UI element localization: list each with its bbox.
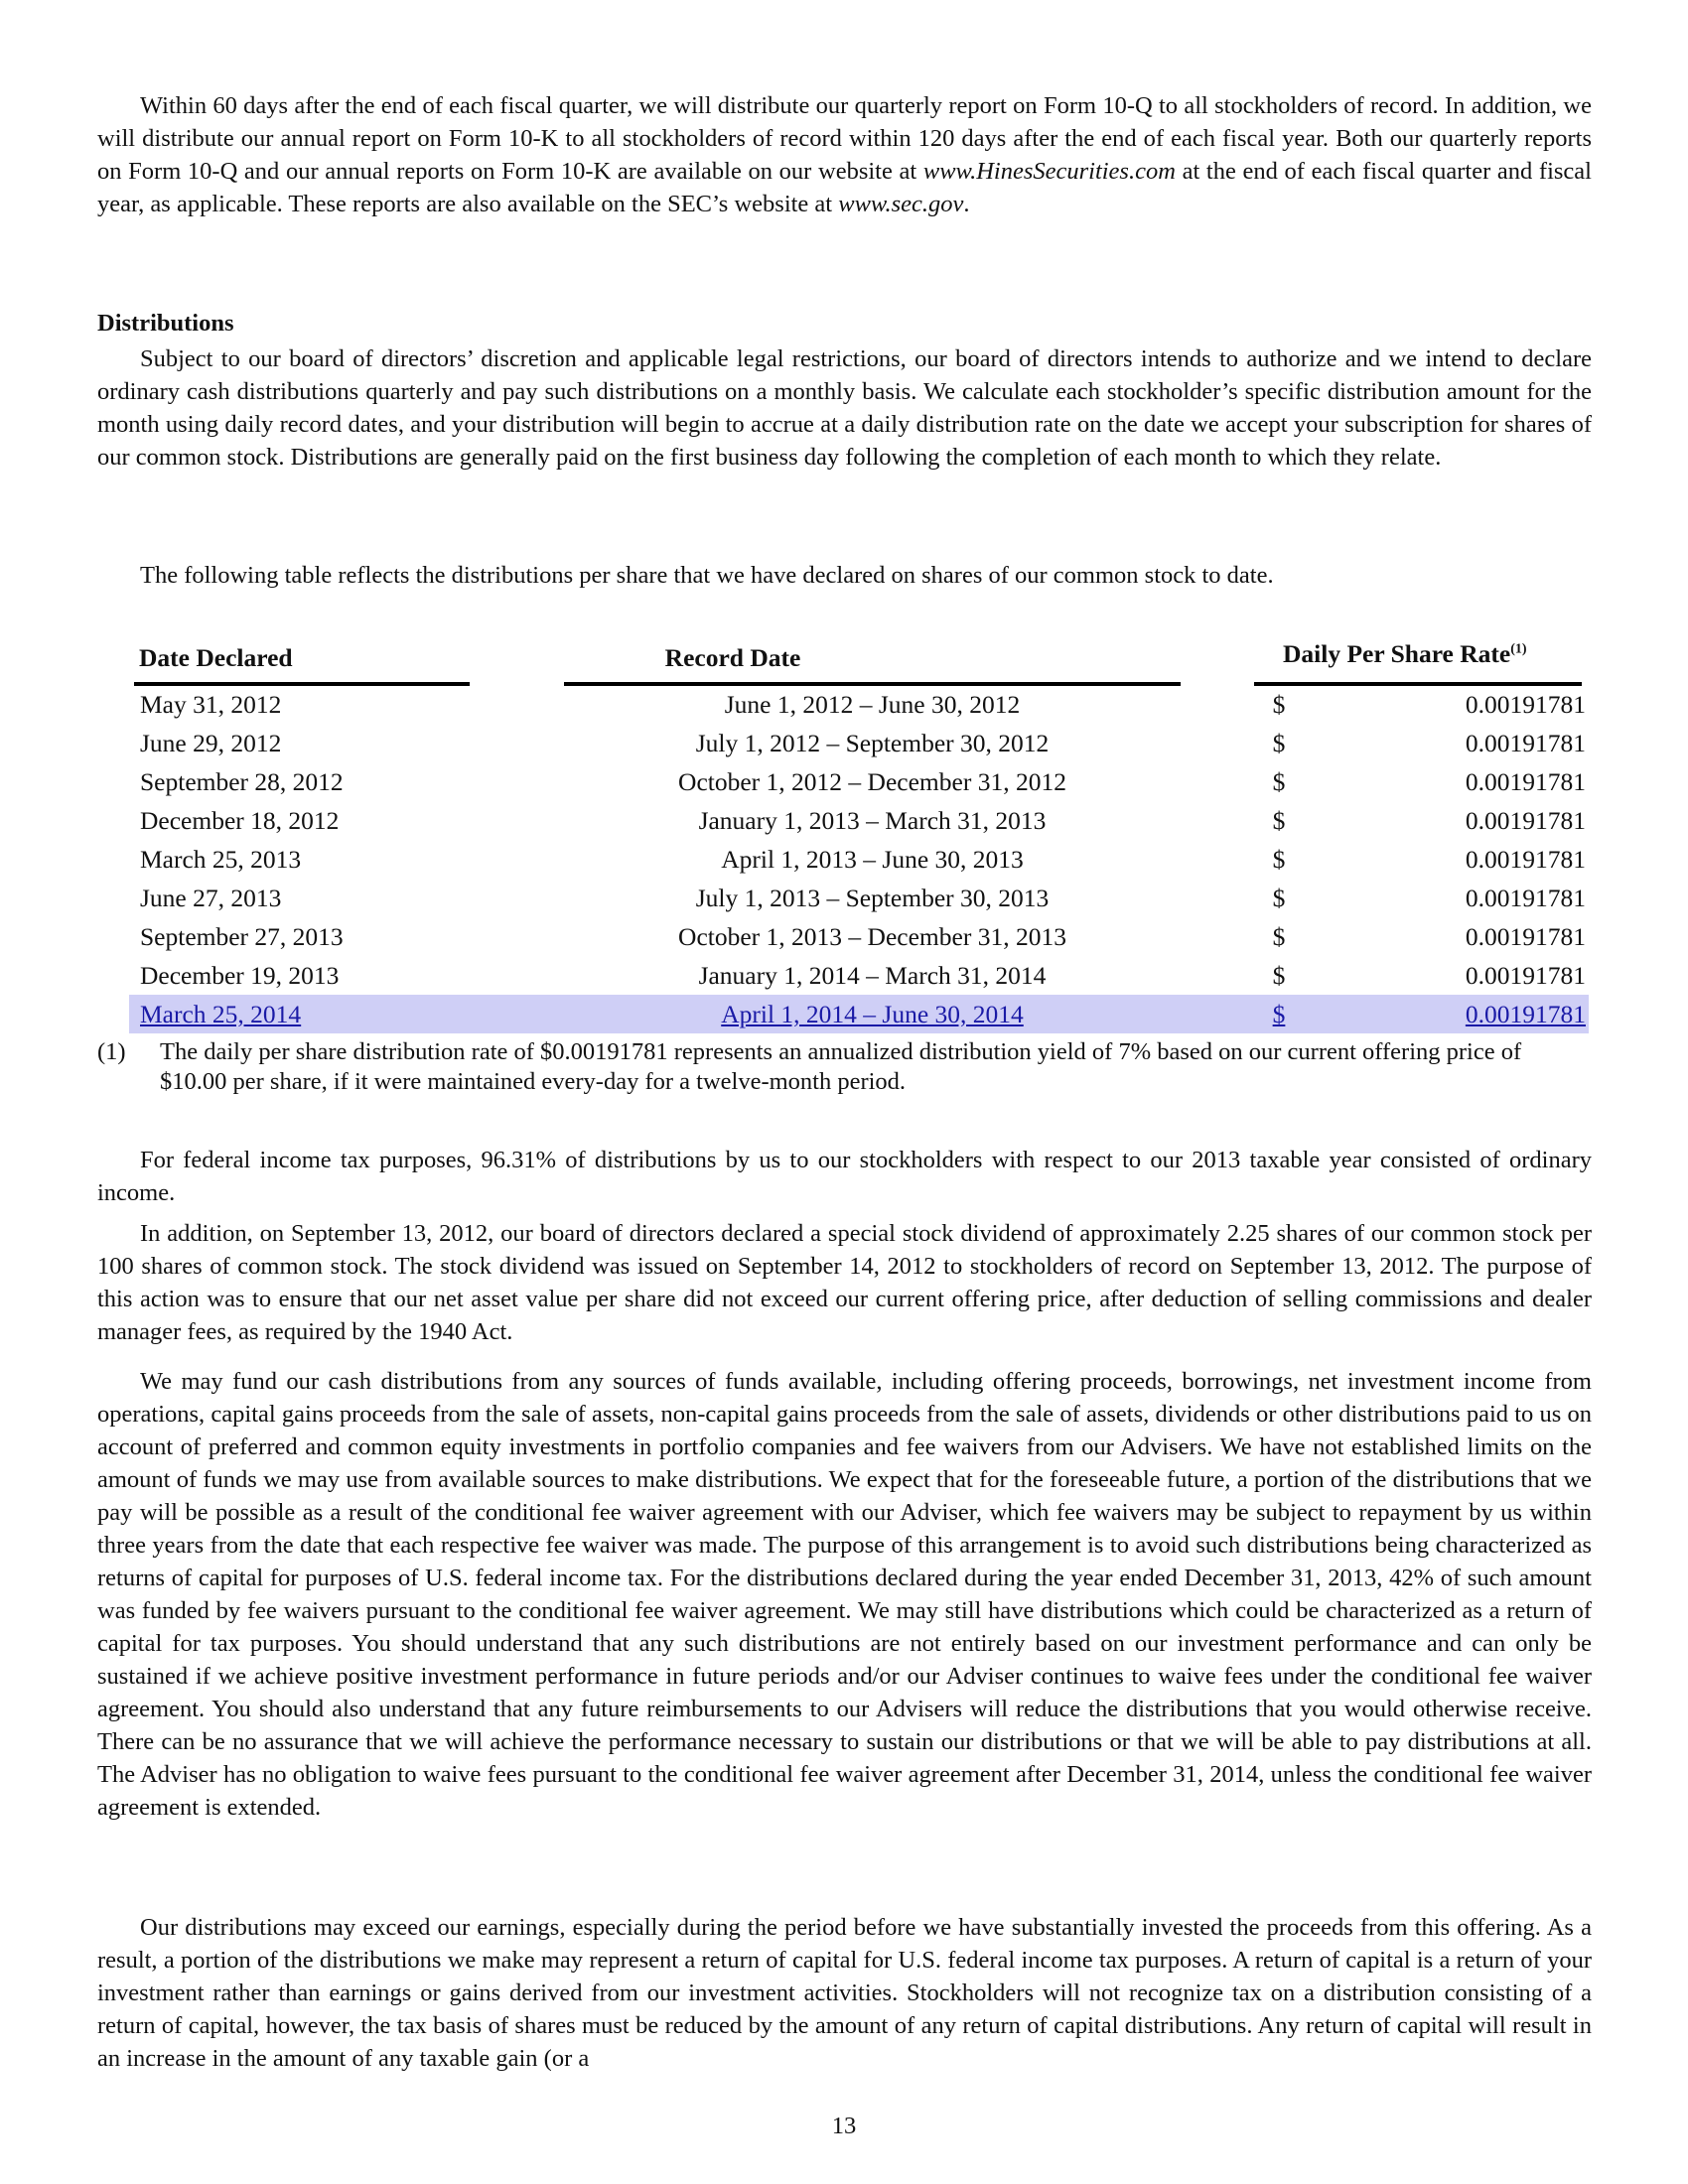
cell-date-declared: March 25, 2013 [140,845,302,874]
cell-record-date: July 1, 2012 – September 30, 2012 [695,729,1050,757]
cell-date-declared: May 31, 2012 [140,690,282,719]
cell-date-declared: September 28, 2012 [140,767,344,796]
header-daily-rate-label: Daily Per Share Rate [1283,639,1511,668]
table-row-highlighted[interactable] [129,995,1589,1033]
cell-record-date[interactable]: April 1, 2014 – June 30, 2014 [721,1000,1024,1028]
distributions-heading: Distributions [97,310,234,337]
cell-currency: $ [1272,884,1286,912]
cell-record-date: October 1, 2013 – December 31, 2013 [678,922,1066,951]
table-row [129,956,1589,995]
intro-text-1: Within 60 days after the end of each fiscal quarter, we will distribute our quarterly report on Form 10-Q to all stockholders of record. In addition, we will distribute our annual report on Form 10-K to all stockholders of record within 120 days after the end of each fiscal year. Both our quarterly reports on Form 10-Q and our annual reports on Form 10-K are available on our website at [97,92,1592,185]
cell-currency: $ [1272,729,1286,757]
cell-currency: $ [1272,845,1286,874]
page-number: 13 [831,2113,857,2139]
cell-rate: 0.00191781 [1465,690,1586,719]
footnote-text: The daily per share distribution rate of $0.00191781 represents an annualized distribution yield of 7% based on our current offering price of $10.00 per share, if it were maintained every-day for a twelve-month period. [160,1038,1522,1095]
return-of-capital-paragraph: Our distributions may exceed our earnings, especially during the period before we have substantially invested the proceeds from this offering. As a result, a portion of the distributions we make may represent a return of capital for U.S. federal income tax purposes. A return of capital is a return of your investment rather than earnings or gains derived from our investment activities. Stockholders will not recognize tax on a distribution consisting of a return of capital, however, the tax basis of shares must be reduced by the amount of any return of capital distributions. Any return of capital will result in an increase in the amount of any taxable gain (or a [97,1914,1592,2072]
intro-paragraph [97,89,1592,220]
cell-date-declared: June 29, 2012 [140,729,282,757]
cell-rate: 0.00191781 [1465,922,1586,951]
hines-website-link[interactable]: www.HinesSecurities.com [922,158,1176,185]
cell-record-date: October 1, 2012 – December 31, 2012 [678,767,1066,796]
cell-currency: $ [1272,922,1286,951]
footnote-mark: (1) [97,1038,126,1065]
table-row [129,724,1589,762]
cell-record-date: January 1, 2013 – March 31, 2013 [698,806,1047,835]
table-row [129,917,1589,956]
table-row [129,840,1589,879]
table-row [129,879,1589,917]
intro-text-3: . [963,191,970,217]
cell-currency: $ [1272,690,1286,719]
cell-rate: 0.00191781 [1465,767,1586,796]
tax-paragraph: For federal income tax purposes, 96.31% of distributions by us to our stockholders with respect to our 2013 taxable year consisted of ordinary income. [97,1147,1592,1206]
cell-rate: 0.00191781 [1465,961,1586,990]
stock-dividend-paragraph: In addition, on September 13, 2012, our board of directors declared a special stock dividend of approximately 2.25 shares of our common stock per 100 shares of common stock. The stock dividend was issued on September 14, 2012 to stockholders of record on September 13, 2012. The purpose of this action was to ensure that our net asset value per share did not exceed our current offering price, after deduction of selling commissions and dealer manager fees, as required by the 1940 Act. [97,1220,1592,1345]
intro-text-2: at the end of each fiscal quarter and fiscal year, as applicable. These reports are also available on the SEC’s website at [97,158,1592,217]
cell-date-declared: September 27, 2013 [140,922,344,951]
funding-sources-paragraph: We may fund our cash distributions from any sources of funds available, including offering proceeds, borrowings, net investment income from operations, capital gains proceeds from the sale of assets, non-capital gains proceeds from the sale of assets, dividends or other distributions paid to us on account of preferred and common equity investments in portfolio companies and fee waivers from our Advisers. We have not established limits on the amount of funds we may use from available sources to make distributions. We expect that for the foreseeable future, a portion of the distributions that we pay will be possible as a result of the conditional fee waiver agreement with our Adviser, which fee waivers may be subject to repayment by us within three years from the date that each respective fee waiver was made. The purpose of this arrangement is to avoid such distributions being characterized as returns of capital for purposes of U.S. federal income tax. For the distributions declared during the year ended December 31, 2013, 42% of such amount was funded by fee waivers pursuant to the conditional fee waiver agreement. We may still have distributions which could be characterized as a return of capital for tax purposes. You should understand that any such distributions are not entirely based on our investment performance and can only be sustained if we achieve positive investment performance in future periods and/or our Adviser continues to waive fees under the conditional fee waiver agreement. You should also understand that any future reimbursements to our Advisers will reduce the distributions that you would otherwise receive. There can be no assurance that we will achieve the performance necessary to sustain our distributions or that we will be able to pay distributions at all. The Adviser has no obligation to waive fees pursuant to the conditional fee waiver agreement after December 31, 2014, unless the conditional fee waiver agreement is extended. [97,1368,1592,1821]
cell-currency: $ [1272,767,1286,796]
cell-date-declared[interactable]: March 25, 2014 [140,1000,302,1028]
cell-record-date: June 1, 2012 – June 30, 2012 [724,690,1021,719]
distributions-paragraph: Subject to our board of directors’ discretion and applicable legal restrictions, our board of directors intends to authorize and we intend to declare ordinary cash distributions quarterly and pay such distributions on a monthly basis. We calculate each stockholder’s specific distribution amount for the month using daily record dates, and your distribution will begin to accrue at a daily distribution rate on the date we accept your subscription for shares of our common stock. Distributions are generally paid on the first business day following the completion of each month to which they relate. [97,345,1592,471]
table-row [129,801,1589,840]
cell-record-date: July 1, 2013 – September 30, 2013 [695,884,1050,912]
table-intro-paragraph: The following table reflects the distributions per share that we have declared on shares of our common stock to date. [140,562,1274,589]
cell-rate: 0.00191781 [1465,729,1586,757]
sec-website-link[interactable]: www.sec.gov [838,191,964,217]
cell-rate: 0.00191781 [1465,884,1586,912]
cell-date-declared: December 19, 2013 [140,961,340,990]
table-body [129,685,1589,1033]
cell-rate: 0.00191781 [1465,806,1586,835]
table-row [129,762,1589,801]
cell-currency: $ [1272,961,1286,990]
cell-date-declared: June 27, 2013 [140,884,282,912]
cell-currency[interactable]: $ [1272,1000,1286,1028]
cell-record-date: April 1, 2013 – June 30, 2013 [721,845,1024,874]
cell-currency: $ [1272,806,1286,835]
header-record-date: Record Date [664,643,801,672]
header-date-declared: Date Declared [139,643,293,672]
footnote-reference: (1) [1510,641,1527,657]
cell-date-declared: December 18, 2012 [140,806,340,835]
cell-rate[interactable]: 0.00191781 [1465,1000,1586,1028]
header-daily-rate [1283,639,1527,669]
cell-record-date: January 1, 2014 – March 31, 2014 [698,961,1047,990]
table-row [129,685,1589,724]
cell-rate: 0.00191781 [1465,845,1586,874]
